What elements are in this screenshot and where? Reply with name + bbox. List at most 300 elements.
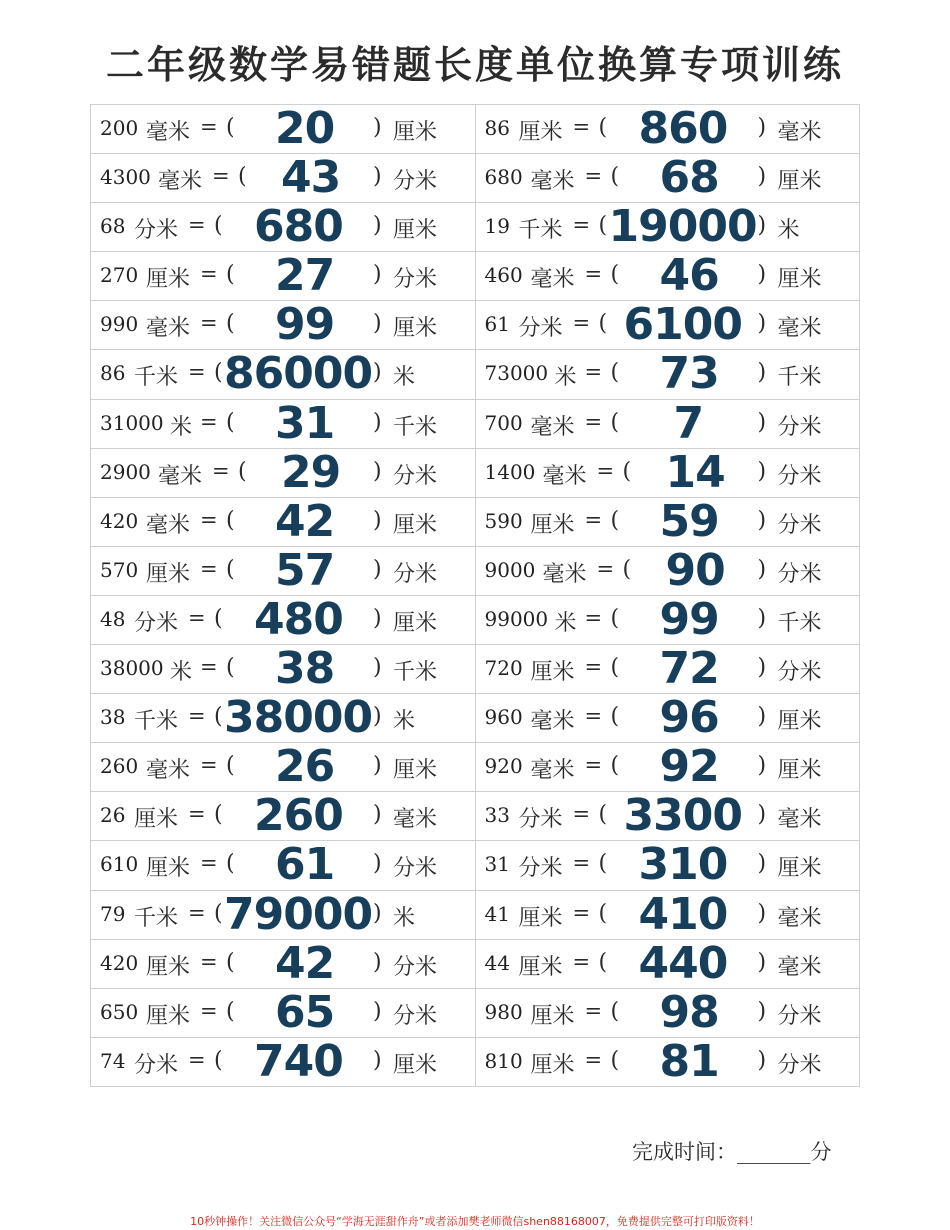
given-value: 2900	[100, 459, 151, 484]
equals-sign: =	[572, 900, 591, 925]
given-unit: 毫米	[530, 414, 575, 440]
handwritten-answer: 98	[659, 986, 719, 1038]
left-paren: (	[610, 507, 620, 533]
exercise-cell	[475, 497, 860, 546]
handwritten-answer: 38	[275, 643, 335, 695]
target-unit: 分米	[777, 512, 822, 538]
equals-sign: =	[200, 655, 218, 680]
handwritten-answer: 42	[275, 937, 335, 989]
exercise-row	[91, 939, 860, 988]
equals-sign: =	[584, 262, 603, 287]
equals-sign: =	[188, 1047, 206, 1072]
handwritten-answer: 260	[254, 790, 343, 842]
conversion-question	[476, 446, 860, 498]
conversion-question	[91, 792, 475, 840]
left-paren: (	[598, 949, 608, 975]
equals-sign: =	[200, 507, 218, 532]
target-unit: 厘米	[393, 758, 438, 784]
equals-sign: =	[212, 458, 230, 483]
equals-sign: =	[572, 115, 591, 139]
right-paren: )	[757, 949, 767, 975]
conversion-question	[476, 743, 860, 791]
handwritten-answer: 14	[665, 446, 725, 498]
page-title: 二年级数学易错题长度单位换算专项训练	[105, 42, 844, 87]
exercise-cell	[475, 595, 860, 644]
given-value: 420	[100, 508, 139, 533]
given-unit: 厘米	[518, 905, 563, 931]
given-value: 19	[484, 214, 510, 239]
given-unit: 厘米	[146, 856, 191, 882]
conversion-question	[91, 301, 475, 349]
given-value: 4300	[100, 165, 151, 190]
conversion-question	[91, 1035, 475, 1087]
exercise-cell	[91, 1037, 476, 1086]
conversion-question	[476, 792, 860, 840]
left-paren: (	[610, 262, 620, 288]
right-paren: )	[373, 753, 382, 779]
given-value: 68	[100, 214, 126, 239]
left-paren: (	[226, 409, 235, 435]
conversion-question	[476, 154, 860, 202]
conversion-question	[91, 495, 475, 547]
given-value: 73000	[484, 361, 549, 386]
conversion-question	[476, 888, 860, 940]
target-unit: 米	[393, 905, 416, 931]
equals-sign: =	[584, 409, 603, 434]
equals-sign: =	[200, 998, 218, 1023]
given-value: 74	[100, 1048, 126, 1073]
conversion-question	[91, 645, 475, 693]
exercise-row	[91, 988, 860, 1037]
given-value: 590	[484, 508, 523, 533]
equals-sign: =	[188, 605, 206, 630]
right-paren: )	[373, 458, 382, 484]
handwritten-answer: 6100	[623, 299, 742, 351]
target-unit: 分米	[393, 1003, 438, 1029]
left-paren: (	[622, 556, 632, 582]
left-paren: (	[610, 655, 620, 681]
handwritten-answer: 59	[659, 495, 719, 547]
handwritten-answer: 26	[275, 741, 335, 793]
right-paren: )	[757, 458, 767, 484]
right-paren: )	[757, 311, 767, 337]
given-unit: 米	[554, 610, 577, 636]
right-paren: )	[373, 115, 382, 140]
equals-sign: =	[188, 704, 206, 729]
exercise-cell	[91, 841, 476, 890]
target-unit: 厘米	[393, 1052, 438, 1078]
given-value: 680	[484, 165, 523, 190]
right-paren: )	[373, 998, 382, 1024]
conversion-question	[476, 203, 860, 251]
exercise-row	[91, 595, 860, 644]
given-unit: 厘米	[146, 561, 191, 587]
right-paren: )	[757, 704, 767, 730]
exercise-cell	[91, 546, 476, 595]
equals-sign: =	[212, 164, 230, 189]
exercise-cell	[475, 743, 860, 792]
given-value: 610	[100, 852, 139, 877]
equals-sign: =	[596, 458, 615, 483]
given-value: 1400	[484, 459, 536, 484]
handwritten-answer: 99	[659, 593, 719, 645]
conversion-question	[476, 397, 860, 449]
exercise-cell	[91, 203, 476, 252]
handwritten-answer: 29	[281, 446, 341, 498]
left-paren: (	[610, 998, 620, 1024]
handwritten-answer: 740	[254, 1035, 343, 1087]
target-unit: 千米	[777, 365, 822, 391]
exercise-row	[91, 743, 860, 792]
equals-sign: =	[200, 409, 218, 434]
exercise-row	[91, 301, 860, 350]
handwritten-answer: 860	[638, 103, 728, 154]
exercise-cell	[91, 595, 476, 644]
right-paren: )	[757, 164, 767, 190]
conversion-question	[91, 154, 475, 202]
right-paren: )	[757, 802, 767, 828]
left-paren: (	[226, 851, 235, 877]
exercise-row	[91, 1037, 860, 1086]
given-value: 200	[100, 116, 139, 140]
handwritten-answer: 57	[275, 544, 335, 596]
given-value: 61	[484, 312, 510, 337]
given-value: 44	[484, 950, 510, 975]
right-paren: )	[373, 949, 382, 975]
left-paren: (	[610, 753, 620, 779]
right-paren: )	[757, 556, 767, 582]
equals-sign: =	[200, 311, 218, 336]
given-value: 460	[484, 263, 523, 288]
conversion-question	[91, 350, 475, 398]
equals-sign: =	[200, 262, 218, 287]
left-paren: (	[226, 115, 235, 140]
conversion-question	[476, 544, 860, 596]
right-paren: )	[373, 360, 382, 386]
target-unit: 厘米	[393, 120, 438, 145]
equals-sign: =	[200, 556, 218, 581]
exercise-cell	[91, 399, 476, 448]
left-paren: (	[214, 213, 223, 239]
target-unit: 分米	[393, 463, 438, 489]
right-paren: )	[373, 213, 382, 239]
exercise-row	[91, 694, 860, 743]
target-unit: 毫米	[777, 954, 822, 980]
conversion-question	[91, 986, 475, 1038]
handwritten-answer: 86000	[224, 348, 373, 400]
exercise-row	[91, 890, 860, 939]
conversion-question	[91, 888, 475, 940]
conversion-question	[91, 694, 475, 742]
given-unit: 米	[170, 414, 193, 440]
given-unit: 厘米	[530, 512, 575, 538]
target-unit: 米	[393, 709, 416, 735]
right-paren: )	[373, 556, 382, 582]
target-unit: 厘米	[393, 218, 438, 244]
target-unit: 分米	[777, 463, 822, 489]
given-unit: 分米	[518, 807, 563, 833]
handwritten-answer: 68	[659, 152, 719, 204]
given-value: 650	[100, 999, 139, 1024]
target-unit: 毫米	[777, 905, 822, 931]
right-paren: )	[373, 1047, 382, 1073]
left-paren: (	[598, 802, 608, 828]
given-unit: 厘米	[146, 267, 191, 293]
given-unit: 毫米	[530, 169, 575, 195]
given-value: 980	[484, 999, 523, 1024]
target-unit: 厘米	[393, 610, 438, 636]
exercise-cell	[91, 890, 476, 939]
left-paren: (	[610, 409, 620, 435]
equals-sign: =	[584, 998, 603, 1023]
right-paren: )	[373, 655, 382, 681]
left-paren: (	[214, 704, 223, 730]
given-unit: 厘米	[530, 660, 575, 686]
left-paren: (	[598, 213, 608, 239]
given-unit: 千米	[134, 365, 179, 391]
exercise-cell	[475, 399, 860, 448]
handwritten-answer: 3300	[623, 790, 742, 842]
conversion-question	[476, 986, 860, 1038]
equals-sign: =	[596, 556, 615, 581]
given-value: 48	[100, 606, 126, 631]
exercise-cell	[475, 105, 860, 154]
left-paren: (	[238, 458, 247, 484]
target-unit: 千米	[393, 414, 438, 440]
conversion-question	[91, 544, 475, 596]
target-unit: 分米	[777, 414, 822, 440]
exercise-row	[91, 448, 860, 497]
exercise-row	[91, 105, 860, 154]
right-paren: )	[757, 1047, 767, 1073]
handwritten-answer: 46	[659, 250, 719, 302]
exercise-cell	[475, 939, 860, 988]
given-value: 86	[484, 116, 510, 140]
handwritten-answer: 65	[275, 986, 335, 1038]
equals-sign: =	[584, 655, 603, 680]
given-value: 960	[484, 705, 523, 730]
equals-sign: =	[584, 360, 603, 385]
right-paren: )	[373, 704, 382, 730]
left-paren: (	[226, 311, 235, 337]
exercise-cell	[91, 252, 476, 301]
exercise-cell	[475, 350, 860, 399]
handwritten-answer: 73	[659, 348, 719, 400]
equals-sign: =	[200, 753, 218, 778]
exercise-cell	[91, 105, 476, 154]
handwritten-answer: 7	[673, 397, 704, 449]
target-unit: 分米	[777, 1052, 822, 1078]
equals-sign: =	[584, 1047, 603, 1072]
right-paren: )	[757, 360, 767, 386]
equals-sign: =	[572, 851, 591, 876]
handwritten-answer: 20	[275, 103, 335, 154]
left-paren: (	[214, 802, 223, 828]
target-unit: 毫米	[777, 120, 822, 145]
exercise-cell	[91, 939, 476, 988]
right-paren: )	[373, 311, 382, 337]
left-paren: (	[226, 556, 235, 582]
target-unit: 厘米	[777, 267, 822, 293]
handwritten-answer: 310	[638, 839, 728, 891]
given-unit: 毫米	[158, 463, 203, 489]
exercise-cell	[475, 448, 860, 497]
completion-time	[632, 1136, 832, 1166]
given-value: 570	[100, 557, 139, 582]
target-unit: 厘米	[393, 316, 438, 342]
exercise-cell	[475, 694, 860, 743]
conversion-question	[476, 301, 860, 349]
handwritten-answer: 96	[659, 692, 719, 744]
given-unit: 米	[170, 660, 193, 686]
target-unit: 厘米	[393, 512, 438, 538]
equals-sign: =	[200, 949, 218, 974]
equals-sign: =	[188, 360, 206, 385]
left-paren: (	[622, 458, 632, 484]
given-value: 38	[100, 705, 126, 730]
given-unit: 千米	[134, 905, 179, 931]
equals-sign: =	[188, 802, 206, 827]
left-paren: (	[598, 311, 608, 337]
target-unit: 分米	[393, 856, 438, 882]
equals-sign: =	[584, 605, 603, 630]
equals-sign: =	[572, 802, 591, 827]
given-value: 700	[484, 410, 523, 435]
given-value: 990	[100, 312, 139, 337]
conversion-question	[476, 645, 860, 693]
promo-note: 10秒钟操作！关注微信公众号“学海无涯甜作舟”或者添加樊老师微信shen88168007，免费提供完整可打印版资料！	[190, 1215, 760, 1228]
right-paren: )	[373, 802, 382, 828]
given-value: 920	[484, 754, 523, 779]
completion-time-unit: 分	[810, 1140, 832, 1164]
left-paren: (	[226, 753, 235, 779]
handwritten-answer: 480	[254, 593, 343, 645]
target-unit: 分米	[777, 561, 822, 587]
left-paren: (	[214, 1047, 223, 1073]
left-paren: (	[226, 949, 235, 975]
exercise-row	[91, 546, 860, 595]
right-paren: )	[373, 900, 382, 926]
target-unit: 米	[393, 365, 416, 391]
handwritten-answer: 43	[281, 152, 341, 204]
given-unit: 米	[554, 365, 577, 391]
given-value: 270	[100, 263, 139, 288]
equals-sign: =	[200, 851, 218, 876]
equals-sign: =	[572, 213, 591, 238]
left-paren: (	[214, 900, 223, 926]
exercise-cell	[475, 546, 860, 595]
conversion-question	[91, 841, 475, 889]
equals-sign: =	[572, 949, 591, 974]
equals-sign: =	[188, 900, 206, 925]
exercise-cell	[91, 448, 476, 497]
left-paren: (	[610, 164, 620, 190]
left-paren: (	[214, 360, 223, 386]
right-paren: )	[757, 115, 767, 140]
given-value: 38000	[100, 656, 164, 681]
given-unit: 厘米	[518, 954, 563, 980]
left-paren: (	[226, 998, 235, 1024]
target-unit: 分米	[393, 169, 438, 195]
target-unit: 厘米	[777, 169, 822, 195]
conversion-question	[476, 1035, 860, 1087]
target-unit: 毫米	[393, 807, 438, 833]
left-paren: (	[226, 507, 235, 533]
exercise-cell	[475, 252, 860, 301]
target-unit: 千米	[393, 660, 438, 686]
conversion-question	[91, 203, 475, 251]
target-unit: 毫米	[777, 316, 822, 342]
conversion-question	[476, 495, 860, 547]
right-paren: )	[757, 507, 767, 533]
exercise-cell	[475, 988, 860, 1037]
given-unit: 毫米	[158, 169, 203, 195]
conversion-question	[91, 593, 475, 645]
left-paren: (	[610, 605, 620, 631]
conversion-question	[91, 397, 475, 449]
exercise-cell	[475, 645, 860, 694]
given-unit: 厘米	[530, 1052, 575, 1078]
given-value: 420	[100, 950, 139, 975]
given-value: 99000	[484, 606, 549, 631]
exercise-cell	[475, 841, 860, 890]
exercise-cell	[475, 1037, 860, 1086]
target-unit: 分米	[393, 561, 438, 587]
given-unit: 厘米	[146, 1003, 191, 1029]
exercise-cell	[91, 350, 476, 399]
exercise-cell	[91, 743, 476, 792]
right-paren: )	[757, 655, 767, 681]
given-value: 26	[100, 803, 126, 828]
target-unit: 分米	[777, 1003, 822, 1029]
exercise-row	[91, 399, 860, 448]
equals-sign: =	[572, 311, 591, 336]
equals-sign: =	[584, 753, 603, 778]
given-unit: 毫米	[146, 120, 191, 145]
exercise-cell	[475, 890, 860, 939]
left-paren: (	[226, 655, 235, 681]
given-unit: 厘米	[530, 1003, 575, 1029]
equals-sign: =	[584, 164, 603, 189]
left-paren: (	[610, 1047, 620, 1073]
right-paren: )	[373, 507, 382, 533]
given-unit: 厘米	[518, 120, 563, 145]
given-value: 260	[100, 754, 139, 779]
exercise-table	[90, 104, 860, 1087]
conversion-question	[476, 252, 860, 300]
equals-sign: =	[200, 115, 218, 139]
exercise-cell	[475, 203, 860, 252]
target-unit: 分米	[393, 267, 438, 293]
right-paren: )	[757, 409, 767, 435]
given-unit: 千米	[518, 218, 563, 244]
handwritten-answer: 72	[659, 643, 719, 695]
exercise-cell	[91, 694, 476, 743]
given-unit: 千米	[134, 709, 179, 735]
left-paren: (	[598, 900, 608, 926]
right-paren: )	[757, 753, 767, 779]
conversion-question	[476, 841, 860, 889]
left-paren: (	[598, 115, 608, 140]
given-value: 810	[484, 1048, 523, 1073]
given-value: 33	[484, 803, 510, 828]
exercise-row	[91, 497, 860, 546]
target-unit: 分米	[777, 660, 822, 686]
exercise-cell	[475, 792, 860, 841]
exercise-cell	[91, 497, 476, 546]
given-unit: 毫米	[146, 316, 191, 342]
given-unit: 分米	[134, 610, 179, 636]
